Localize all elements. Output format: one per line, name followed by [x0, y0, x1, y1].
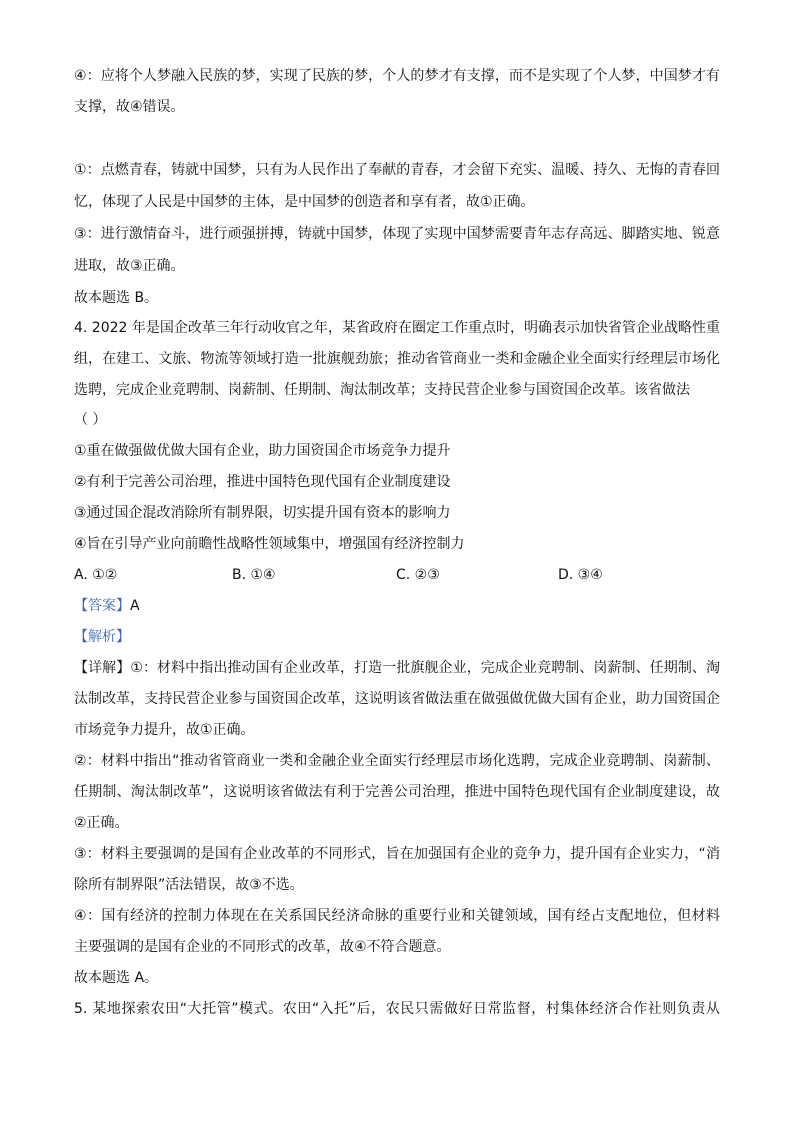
detail-para-1-line-2: 汰制改革，支持民营企业参与国资国企改革，这说明该省做法重在做强做优做大国有企业，助力国资国企 — [74, 691, 720, 707]
question-4-stem-line-3: 选聘，完成企业竞聘制、岗薪制、任期制、淘汰制改革；支持民营企业参与国资国企改革。该省做法 — [74, 382, 690, 398]
detail-para-4-line-2: 主要强调的是国有企业的不同形式的改革，故④不符合题意。 — [74, 939, 451, 955]
detail-para-4-line-1: ④：国有经济的控制力体现在在关系国民经济命脉的重要行业和关键领域，国有经占支配地位，但材料 — [74, 908, 720, 924]
detail-para-2-line-3: ②正确。 — [74, 815, 129, 831]
answer-line — [74, 596, 140, 616]
explanation-3-line-1: ③：进行激情奋斗，进行顽强拼搏，铸就中国梦，体现了实现中国梦需要青年志存高远、脚踏实地、锐意 — [74, 226, 720, 242]
option-d: D. ③④ — [558, 567, 603, 583]
option-c: C. ②③ — [396, 567, 440, 583]
detail-para-1-line-3: 市场竞争力提升，故①正确。 — [74, 722, 255, 738]
previous-conclusion: 故本题选 B。 — [74, 290, 159, 306]
detail-para-1-line-1-text: ①：材料中指出推动国有企业改革，打造一批旗舰企业，完成企业竞聘制、岗薪制、任期制、淘 — [130, 660, 720, 676]
question-4-item-1: ①重在做强做优做大国有企业，助力国资国企市场竞争力提升 — [74, 443, 451, 459]
question-4-stem-line-1: 4. 2022 年是国企改革三年行动收官之年，某省政府在圈定工作重点时，明确表示加快省管企业战略性重 — [74, 320, 720, 336]
answer-value: A — [130, 598, 140, 614]
question-4-item-4: ④旨在引导产业向前瞻性战略性领域集中，增强国有经济控制力 — [74, 536, 465, 552]
explanation-1-line-1: ①：点燃青春，铸就中国梦，只有为人民作出了奉献的青春，才会留下充实、温暖、持久、无悔的青春回 — [74, 162, 720, 178]
detail-para-3-line-1: ③：材料主要强调的是国有企业改革的不同形式，旨在加强国有企业的竞争力，提升国有企业实力，“消 — [74, 846, 720, 862]
detail-para-1-line-1 — [74, 658, 720, 678]
option-a: A. ①② — [74, 567, 118, 583]
option-b: B. ①④ — [232, 567, 276, 583]
explanation-4-line-1: ④：应将个人梦融入民族的梦，实现了民族的梦，个人的梦才有支撑，而不是实现了个人梦，中国梦才有 — [74, 68, 720, 84]
answer-tag: 【答案】 — [74, 598, 130, 614]
detail-para-2-line-2: 任期制、淘汰制改革”，这说明该省做法有利于完善公司治理，推进中国特色现代国有企业制度建设，故 — [74, 784, 720, 800]
detail-tag: 【详解】 — [74, 660, 131, 676]
question-5-stem-line-1: 5. 某地探索农田“大托管”模式。农田“入托”后，农民只需做好日常监督，村集体经济合作社则负责从 — [74, 1001, 720, 1017]
explanation-3-line-2: 进取，故③正确。 — [74, 258, 185, 274]
question-4-blank: （ ） — [74, 412, 107, 428]
detail-conclusion: 故本题选 A。 — [74, 970, 159, 986]
detail-para-3-line-2: 除所有制界限”活法错误，故③不选。 — [74, 877, 304, 893]
explanation-1-line-2: 忆，体现了人民是中国梦的主体，是中国梦的创造者和享有者，故①正确。 — [74, 194, 535, 210]
analysis-tag: 【解析】 — [74, 629, 130, 645]
analysis-heading — [74, 627, 130, 647]
question-4-item-2: ②有利于完善公司治理，推进中国特色现代国有企业制度建设 — [74, 474, 451, 490]
question-4-item-3: ③通过国企混改消除所有制界限，切实提升国有资本的影响力 — [74, 505, 451, 521]
question-4-stem-line-2: 组，在建工、文旅、物流等领域打造一批旗舰劲旅；推动省管商业一类和金融企业全面实行经理层市场化 — [74, 351, 720, 367]
explanation-4-line-2: 支撑，故④错误。 — [74, 99, 185, 115]
detail-para-2-line-1: ②：材料中指出“推动省管商业一类和金融企业全面实行经理层市场化选聘，完成企业竞聘制、岗薪制、 — [74, 753, 720, 769]
